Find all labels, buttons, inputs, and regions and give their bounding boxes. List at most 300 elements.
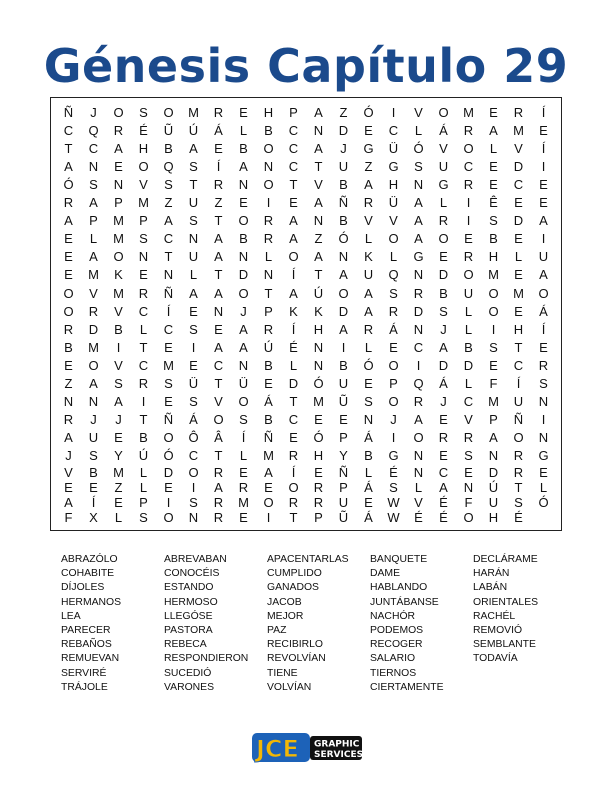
grid-cell[interactable]: E [514, 303, 523, 319]
grid-cell[interactable]: A [214, 249, 223, 265]
grid-cell[interactable]: E [164, 394, 173, 410]
grid-cell[interactable]: A [414, 231, 423, 247]
grid-cell[interactable]: N [413, 176, 424, 192]
grid-cell[interactable]: N [313, 357, 324, 373]
grid-cell[interactable]: B [364, 448, 373, 464]
grid-cell[interactable]: S [239, 412, 248, 428]
grid-cell[interactable]: Á [439, 122, 448, 138]
grid-cell[interactable]: C [513, 357, 524, 373]
grid-cell[interactable]: G [363, 140, 374, 156]
grid-cell[interactable]: Q [413, 376, 424, 392]
grid-cell[interactable]: C [513, 176, 524, 192]
grid-cell[interactable]: Z [164, 195, 173, 211]
grid-cell[interactable]: E [539, 195, 548, 211]
grid-cell[interactable]: E [464, 231, 473, 247]
grid-cell[interactable]: S [164, 376, 173, 392]
grid-cell[interactable]: R [288, 448, 299, 464]
grid-cell[interactable]: E [239, 465, 248, 480]
grid-cell[interactable]: O [263, 495, 274, 510]
grid-cell[interactable]: B [489, 231, 498, 247]
grid-cell[interactable]: Q [88, 122, 99, 138]
grid-cell[interactable]: Ó [163, 448, 174, 464]
grid-cell[interactable]: E [364, 122, 373, 138]
grid-cell[interactable]: H [488, 249, 499, 265]
grid-cell[interactable]: N [413, 465, 424, 480]
grid-cell[interactable]: Y [114, 448, 123, 464]
grid-cell[interactable]: V [64, 465, 73, 480]
grid-cell[interactable]: Á [364, 510, 373, 525]
grid-cell[interactable]: R [513, 448, 524, 464]
grid-cell[interactable]: O [63, 303, 74, 319]
grid-cell[interactable]: U [513, 394, 524, 410]
grid-cell[interactable]: B [164, 140, 173, 156]
grid-cell[interactable]: N [463, 480, 474, 495]
grid-cell[interactable]: É [389, 465, 398, 480]
grid-cell[interactable]: F [464, 495, 473, 510]
grid-cell[interactable]: E [489, 176, 498, 192]
grid-cell[interactable]: N [188, 231, 199, 247]
grid-cell[interactable]: R [463, 176, 474, 192]
grid-cell[interactable]: T [289, 510, 298, 525]
grid-cell[interactable]: C [138, 357, 149, 373]
grid-cell[interactable]: P [314, 510, 323, 525]
grid-cell[interactable]: C [413, 339, 424, 355]
grid-cell[interactable]: M [113, 465, 124, 480]
grid-cell[interactable]: A [364, 176, 373, 192]
grid-cell[interactable]: R [463, 249, 474, 265]
grid-cell[interactable]: A [89, 376, 98, 392]
grid-cell[interactable]: T [264, 285, 273, 301]
grid-cell[interactable]: D [88, 321, 99, 337]
grid-cell[interactable]: E [464, 465, 473, 480]
grid-cell[interactable]: F [489, 376, 498, 392]
grid-cell[interactable]: U [188, 249, 199, 265]
grid-cell[interactable]: O [463, 267, 474, 283]
grid-cell[interactable]: R [213, 510, 224, 525]
grid-cell[interactable]: E [289, 195, 298, 211]
grid-cell[interactable]: M [463, 104, 474, 120]
grid-cell[interactable]: A [489, 122, 498, 138]
grid-cell[interactable]: T [514, 339, 523, 355]
grid-cell[interactable]: Í [91, 495, 96, 510]
grid-cell[interactable]: Í [541, 104, 546, 120]
grid-cell[interactable]: C [288, 412, 299, 428]
grid-cell[interactable]: T [289, 176, 298, 192]
grid-cell[interactable]: I [466, 213, 471, 229]
grid-cell[interactable]: C [463, 158, 474, 174]
grid-cell[interactable]: É [439, 510, 448, 525]
grid-cell[interactable]: Ê [489, 195, 498, 211]
grid-cell[interactable]: U [363, 267, 374, 283]
grid-cell[interactable]: R [438, 213, 449, 229]
grid-cell[interactable]: A [539, 267, 548, 283]
grid-cell[interactable]: A [314, 104, 323, 120]
grid-cell[interactable]: L [464, 303, 473, 319]
grid-cell[interactable]: O [338, 285, 349, 301]
grid-cell[interactable]: A [439, 480, 448, 495]
grid-cell[interactable]: Í [541, 321, 546, 337]
grid-cell[interactable]: G [538, 448, 549, 464]
grid-cell[interactable]: A [214, 285, 223, 301]
grid-cell[interactable]: A [64, 495, 73, 510]
grid-cell[interactable]: E [389, 339, 398, 355]
grid-cell[interactable]: I [341, 339, 346, 355]
grid-cell[interactable]: P [114, 195, 123, 211]
grid-cell[interactable]: D [288, 376, 299, 392]
grid-cell[interactable]: T [214, 213, 223, 229]
grid-cell[interactable]: R [463, 122, 474, 138]
grid-cell[interactable]: B [114, 321, 123, 337]
grid-cell[interactable]: A [214, 339, 223, 355]
grid-cell[interactable]: O [388, 394, 399, 410]
grid-cell[interactable]: C [163, 231, 174, 247]
grid-cell[interactable]: K [114, 267, 123, 283]
grid-cell[interactable]: I [391, 104, 396, 120]
grid-cell[interactable]: A [539, 213, 548, 229]
grid-cell[interactable]: A [289, 213, 298, 229]
grid-cell[interactable]: R [238, 480, 249, 495]
grid-cell[interactable]: A [114, 140, 123, 156]
grid-cell[interactable]: H [388, 176, 399, 192]
grid-cell[interactable]: U [488, 495, 499, 510]
grid-cell[interactable]: G [388, 158, 399, 174]
grid-cell[interactable]: Ñ [338, 195, 349, 211]
grid-cell[interactable]: E [89, 480, 98, 495]
grid-cell[interactable]: B [239, 231, 248, 247]
grid-cell[interactable]: R [213, 495, 224, 510]
grid-cell[interactable]: Í [291, 267, 296, 283]
grid-cell[interactable]: L [239, 448, 248, 464]
grid-cell[interactable]: H [513, 321, 524, 337]
grid-cell[interactable]: E [514, 267, 523, 283]
grid-cell[interactable]: I [466, 195, 471, 211]
grid-cell[interactable]: W [387, 495, 400, 510]
grid-cell[interactable]: H [313, 448, 324, 464]
grid-cell[interactable]: I [166, 495, 171, 510]
grid-cell[interactable]: U [538, 249, 549, 265]
grid-cell[interactable]: M [488, 267, 499, 283]
grid-cell[interactable]: R [213, 465, 224, 480]
grid-cell[interactable]: B [339, 176, 348, 192]
grid-cell[interactable]: A [89, 249, 98, 265]
grid-cell[interactable]: E [139, 267, 148, 283]
grid-cell[interactable]: A [414, 213, 423, 229]
grid-cell[interactable]: C [463, 394, 474, 410]
grid-cell[interactable]: E [114, 495, 123, 510]
grid-cell[interactable]: Z [364, 158, 373, 174]
grid-cell[interactable]: Í [291, 321, 296, 337]
grid-cell[interactable]: O [263, 176, 274, 192]
grid-cell[interactable]: É [139, 122, 148, 138]
grid-cell[interactable]: Ũ [163, 122, 174, 138]
grid-cell[interactable]: V [514, 140, 523, 156]
grid-cell[interactable]: T [314, 267, 323, 283]
grid-cell[interactable]: E [339, 412, 348, 428]
grid-cell[interactable]: O [113, 104, 124, 120]
grid-cell[interactable]: U [338, 158, 349, 174]
grid-cell[interactable]: A [64, 213, 73, 229]
grid-cell[interactable]: O [263, 140, 274, 156]
grid-cell[interactable]: S [364, 394, 373, 410]
grid-cell[interactable]: C [288, 140, 299, 156]
grid-cell[interactable]: Í [291, 465, 296, 480]
grid-cell[interactable]: Ñ [263, 430, 274, 446]
grid-cell[interactable]: N [263, 158, 274, 174]
grid-cell[interactable]: V [464, 412, 473, 428]
grid-cell[interactable]: O [188, 465, 199, 480]
grid-cell[interactable]: Ú [188, 122, 199, 138]
grid-cell[interactable]: V [364, 213, 373, 229]
grid-cell[interactable]: M [113, 213, 124, 229]
grid-cell[interactable]: C [388, 122, 399, 138]
grid-cell[interactable]: O [288, 480, 299, 495]
grid-cell[interactable]: Ñ [338, 465, 349, 480]
grid-cell[interactable]: Á [214, 122, 223, 138]
grid-cell[interactable]: Í [541, 140, 546, 156]
grid-cell[interactable]: E [239, 195, 248, 211]
grid-cell[interactable]: C [163, 321, 174, 337]
grid-cell[interactable]: T [289, 394, 298, 410]
grid-cell[interactable]: A [64, 158, 73, 174]
grid-cell[interactable]: S [414, 158, 423, 174]
grid-cell[interactable]: E [539, 465, 548, 480]
grid-cell[interactable]: E [239, 104, 248, 120]
grid-cell[interactable]: M [88, 339, 99, 355]
grid-cell[interactable]: T [139, 339, 148, 355]
grid-cell[interactable]: Ó [338, 231, 349, 247]
grid-cell[interactable]: U [338, 376, 349, 392]
grid-cell[interactable]: S [89, 448, 98, 464]
grid-cell[interactable]: L [364, 465, 373, 480]
grid-cell[interactable]: B [439, 285, 448, 301]
grid-cell[interactable]: P [289, 104, 298, 120]
grid-cell[interactable]: O [163, 104, 174, 120]
grid-cell[interactable]: I [191, 339, 196, 355]
grid-cell[interactable]: E [189, 303, 198, 319]
grid-cell[interactable]: K [289, 303, 298, 319]
grid-cell[interactable]: N [338, 249, 349, 265]
grid-cell[interactable]: L [539, 480, 548, 495]
grid-cell[interactable]: G [413, 249, 424, 265]
grid-cell[interactable]: E [189, 357, 198, 373]
grid-cell[interactable]: A [239, 321, 248, 337]
grid-cell[interactable]: É [514, 510, 523, 525]
grid-cell[interactable]: L [139, 321, 148, 337]
grid-cell[interactable]: S [189, 213, 198, 229]
grid-cell[interactable]: É [439, 495, 448, 510]
grid-cell[interactable]: A [339, 321, 348, 337]
grid-cell[interactable]: V [214, 394, 223, 410]
grid-cell[interactable]: I [266, 195, 271, 211]
grid-cell[interactable]: Ü [388, 140, 399, 156]
grid-cell[interactable]: M [188, 104, 199, 120]
grid-cell[interactable]: H [313, 321, 324, 337]
grid-cell[interactable]: R [88, 303, 99, 319]
grid-cell[interactable]: N [188, 510, 199, 525]
grid-cell[interactable]: E [489, 158, 498, 174]
grid-cell[interactable]: E [64, 480, 73, 495]
grid-cell[interactable]: V [314, 176, 323, 192]
grid-cell[interactable]: Ó [63, 176, 74, 192]
grid-cell[interactable]: O [63, 285, 74, 301]
grid-cell[interactable]: O [413, 430, 424, 446]
grid-cell[interactable]: T [214, 267, 223, 283]
grid-cell[interactable]: L [139, 480, 148, 495]
grid-cell[interactable]: D [488, 465, 499, 480]
grid-cell[interactable]: B [239, 140, 248, 156]
grid-cell[interactable]: A [314, 140, 323, 156]
grid-cell[interactable]: E [514, 231, 523, 247]
grid-cell[interactable]: S [189, 495, 198, 510]
grid-cell[interactable]: A [314, 195, 323, 211]
grid-cell[interactable]: C [63, 122, 74, 138]
grid-cell[interactable]: E [539, 122, 548, 138]
grid-cell[interactable]: N [538, 394, 549, 410]
grid-cell[interactable]: J [440, 394, 447, 410]
grid-cell[interactable]: W [387, 510, 400, 525]
grid-cell[interactable]: R [138, 376, 149, 392]
grid-cell[interactable]: A [489, 430, 498, 446]
grid-cell[interactable]: L [439, 195, 448, 211]
grid-cell[interactable]: Á [389, 321, 398, 337]
grid-cell[interactable]: M [113, 285, 124, 301]
grid-cell[interactable]: V [414, 495, 423, 510]
grid-cell[interactable]: Í [241, 430, 246, 446]
grid-cell[interactable]: A [114, 394, 123, 410]
grid-cell[interactable]: A [364, 285, 373, 301]
grid-cell[interactable]: B [464, 339, 473, 355]
grid-cell[interactable]: E [364, 495, 373, 510]
grid-cell[interactable]: R [363, 321, 374, 337]
grid-cell[interactable]: I [191, 480, 196, 495]
grid-cell[interactable]: P [139, 213, 148, 229]
grid-cell[interactable]: Ü [188, 376, 199, 392]
grid-cell[interactable]: S [514, 495, 523, 510]
grid-cell[interactable]: V [139, 176, 148, 192]
grid-cell[interactable]: Z [64, 376, 73, 392]
grid-cell[interactable]: O [438, 231, 449, 247]
grid-cell[interactable]: R [313, 480, 324, 495]
grid-cell[interactable]: S [189, 394, 198, 410]
grid-cell[interactable]: R [538, 357, 549, 373]
grid-cell[interactable]: J [90, 412, 97, 428]
grid-cell[interactable]: L [364, 339, 373, 355]
grid-cell[interactable]: S [164, 176, 173, 192]
grid-cell[interactable]: O [463, 140, 474, 156]
grid-cell[interactable]: N [263, 267, 274, 283]
grid-cell[interactable]: S [389, 285, 398, 301]
grid-cell[interactable]: J [65, 448, 72, 464]
grid-cell[interactable]: Ú [138, 448, 149, 464]
grid-cell[interactable]: S [189, 321, 198, 337]
grid-cell[interactable]: G [438, 176, 449, 192]
grid-cell[interactable]: L [464, 321, 473, 337]
grid-cell[interactable]: E [114, 430, 123, 446]
grid-cell[interactable]: E [264, 480, 273, 495]
grid-cell[interactable]: Q [163, 158, 174, 174]
grid-cell[interactable]: E [539, 339, 548, 355]
grid-cell[interactable]: O [488, 285, 499, 301]
grid-cell[interactable]: P [389, 376, 398, 392]
grid-cell[interactable]: S [439, 303, 448, 319]
grid-cell[interactable]: T [64, 140, 73, 156]
grid-cell[interactable]: O [163, 510, 174, 525]
grid-cell[interactable]: C [438, 465, 449, 480]
grid-cell[interactable]: Í [516, 376, 521, 392]
grid-cell[interactable]: Ó [313, 430, 324, 446]
grid-cell[interactable]: T [514, 480, 523, 495]
grid-cell[interactable]: S [89, 176, 98, 192]
grid-cell[interactable]: Ü [238, 376, 249, 392]
grid-cell[interactable]: R [113, 122, 124, 138]
grid-cell[interactable]: Y [339, 448, 348, 464]
grid-cell[interactable]: L [114, 510, 123, 525]
grid-cell[interactable]: N [413, 448, 424, 464]
grid-cell[interactable]: T [214, 448, 223, 464]
grid-cell[interactable]: O [388, 357, 399, 373]
grid-cell[interactable]: N [313, 339, 324, 355]
grid-cell[interactable]: R [438, 430, 449, 446]
grid-cell[interactable]: K [364, 249, 373, 265]
grid-cell[interactable]: E [314, 412, 323, 428]
grid-cell[interactable]: B [139, 430, 148, 446]
grid-cell[interactable]: A [239, 158, 248, 174]
grid-cell[interactable]: E [539, 176, 548, 192]
grid-cell[interactable]: M [313, 394, 324, 410]
grid-cell[interactable]: A [339, 267, 348, 283]
grid-cell[interactable]: L [414, 122, 423, 138]
grid-cell[interactable]: S [489, 339, 498, 355]
grid-cell[interactable]: R [413, 285, 424, 301]
grid-cell[interactable]: N [113, 176, 124, 192]
grid-cell[interactable]: D [438, 357, 449, 373]
grid-cell[interactable]: A [239, 339, 248, 355]
grid-cell[interactable]: U [463, 285, 474, 301]
grid-cell[interactable]: U [338, 495, 349, 510]
grid-cell[interactable]: Á [189, 412, 198, 428]
grid-cell[interactable]: Ñ [513, 412, 524, 428]
grid-cell[interactable]: J [90, 104, 97, 120]
grid-cell[interactable]: C [288, 122, 299, 138]
grid-cell[interactable]: O [438, 104, 449, 120]
grid-cell[interactable]: Z [114, 480, 123, 495]
grid-cell[interactable]: V [439, 140, 448, 156]
grid-cell[interactable]: R [288, 495, 299, 510]
grid-cell[interactable]: P [89, 213, 98, 229]
grid-cell[interactable]: Ñ [163, 412, 174, 428]
grid-cell[interactable]: D [413, 303, 424, 319]
grid-cell[interactable]: N [138, 249, 149, 265]
grid-cell[interactable]: R [63, 195, 74, 211]
grid-cell[interactable]: A [89, 195, 98, 211]
grid-cell[interactable]: E [439, 249, 448, 265]
grid-cell[interactable]: S [389, 480, 398, 495]
grid-cell[interactable]: O [238, 394, 249, 410]
grid-cell[interactable]: S [539, 376, 548, 392]
grid-cell[interactable]: D [238, 267, 249, 283]
grid-cell[interactable]: E [314, 465, 323, 480]
grid-cell[interactable]: R [263, 321, 274, 337]
grid-cell[interactable]: D [463, 357, 474, 373]
grid-cell[interactable]: E [214, 140, 223, 156]
grid-cell[interactable]: U [188, 195, 199, 211]
grid-cell[interactable]: N [413, 267, 424, 283]
grid-cell[interactable]: O [213, 412, 224, 428]
grid-cell[interactable]: E [364, 376, 373, 392]
grid-cell[interactable]: Á [364, 480, 373, 495]
grid-cell[interactable]: B [339, 357, 348, 373]
grid-cell[interactable]: C [213, 357, 224, 373]
